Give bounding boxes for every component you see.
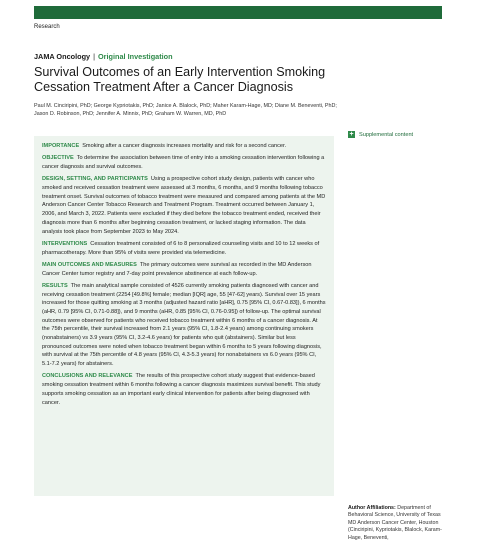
- abstract-heading: IMPORTANCE: [42, 143, 80, 149]
- abstract-conclusions: [42, 372, 326, 407]
- abstract-text: To determine the association between time of entry into a smoking cessation intervention following a cancer diagnosis and survival outcomes.: [42, 155, 325, 170]
- abstract-text: Cessation treatment consisted of 6 to 8 personalized counseling visits and 10 to 12 weeks of pharmacotherapy. More than 95% of visits were provided via telemedicine.: [42, 240, 320, 256]
- abstract-text: The primary outcomes were survival as recorded in the MD Anderson Cancer Center tumor registry and 7-day point prevalence abstinence at each follow-up.: [42, 261, 312, 277]
- abstract-outcomes: [42, 261, 326, 278]
- abstract-objective: [42, 154, 326, 171]
- abstract-text: Using a prospective cohort study design, patients with cancer who smoked and received cessation treatment were assessed at 3 months, 6 months, and 9 months following tobacco treatment onset. Survival outcomes of tobacco treatment were measured and compared among patients at the MD Anderson Cancer Center Tobacco Research and Treatment Program. Treatment occurred between January 1, 2006, and March 3, 2022. Patients were excluded if they died before the tobacco treatment ended, received their diagnosis more than 6 months after beginning cessation treatment, or lacked staging information. The data analysis took place from September 2023 to May 2024.: [42, 176, 326, 235]
- supplemental-content-label: Supplemental content: [359, 131, 414, 138]
- journal-line: [34, 52, 173, 61]
- abstract-results: [42, 282, 326, 369]
- article-type: Original Investigation: [98, 52, 173, 61]
- supplemental-content-link[interactable]: [348, 131, 413, 138]
- abstract-heading: MAIN OUTCOMES AND MEASURES: [42, 261, 137, 268]
- abstract-text: The main analytical sample consisted of 4526 currently smoking patients diagnosed with cancer and receiving cessation treatment (2254 [49.8%] female; median [IQR] age, 55 [47-62] years). Survival over 15 years increased for those quitting smoking at 3 months (adjusted hazard ratio [aHR], 0.75 [95% CI, 0.67-0.83]), 6 months (aHR, 0.79 [95% CI, 0.71-0.88]), and 9 months (aHR, 0.85 [95% CI, 0.76-0.95]) of follow-up. The optimal survival outcomes were observed for patients who received tobacco treatment within 6 months of a cancer diagnosis. At the 75th percentile, their survival increased from 2.1 years (95% CI, 1.8-2.4 years) among continuing smokers (nonabstainers) vs 3.9 years (95% CI, 3.2-4.6 years) for patients who quit (abstainers). Similar but less pronounced outcomes were noted when tobacco treatment began within 6 months to 5 years following diagnosis, with survival at the 75th percentile of 4.8 years (95% CI, 4.3-5.3 years) for nonabstainers vs 6.0 years (95% CI, 5.1-7.2 years) for abstainers.: [42, 282, 326, 368]
- article-title: Survival Outcomes of an Early Intervention Smoking Cessation Treatment After a Cancer Diagnosis: [34, 65, 326, 94]
- abstract-interventions: [42, 240, 326, 257]
- affiliations-heading: Author Affiliations:: [348, 505, 396, 511]
- abstract-design: [42, 175, 326, 236]
- author-list: Paul M. Cinciripini, PhD; George Kypriotakis, PhD; Janice A. Blalock, PhD; Maher Karam-Hage, MD; Diane M. Beneventi, PhD; Jason D. Robinson, PhD; Jennifer A. Minnix, PhD; Graham W. Warren, MD, PhD: [34, 103, 337, 117]
- abstract-box: [34, 136, 334, 496]
- affiliations-text: Department of Behavioral Science, University of Texas MD Anderson Cancer Center, Houston (Cinciripini, Kypriotakis, Blalock, Karam-Hage, Beneventi,: [348, 505, 442, 541]
- abstract-text: The results of this prospective cohort study suggest that evidence-based smoking cessation treatment within 6 months following a cancer diagnosis maximizes survival benefit. This study supports smoking cessation as an important early clinical intervention for patients after being diagnosed with cancer.: [42, 373, 321, 406]
- abstract-importance: [42, 142, 326, 151]
- journal-name[interactable]: JAMA Oncology: [34, 52, 91, 61]
- plus-icon: +: [349, 131, 354, 138]
- abstract-heading: CONCLUSIONS AND RELEVANCE: [42, 373, 133, 380]
- journal-separator: |: [93, 52, 95, 61]
- abstract-text: Smoking after a cancer diagnosis increases mortality and risk for a second cancer.: [82, 143, 287, 149]
- section-label: Research: [34, 24, 60, 30]
- author-affiliations: [348, 505, 444, 542]
- abstract-heading: OBJECTIVE: [42, 155, 74, 162]
- abstract-heading: RESULTS: [42, 282, 68, 289]
- abstract-heading: DESIGN, SETTING, AND PARTICIPANTS: [42, 176, 148, 183]
- journal-header-bar: [34, 6, 442, 19]
- abstract-heading: INTERVENTIONS: [42, 240, 88, 247]
